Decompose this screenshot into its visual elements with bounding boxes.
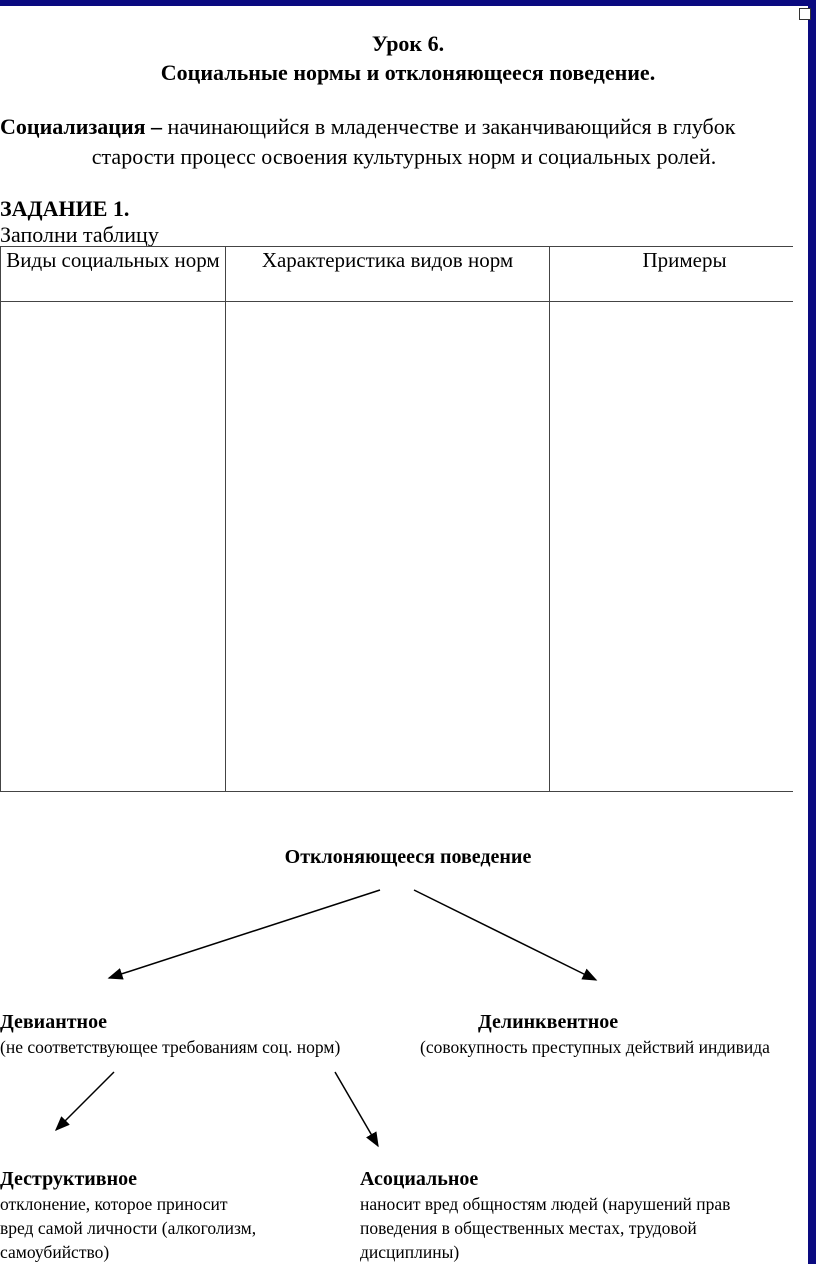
lesson-number: Урок 6. <box>371 31 445 56</box>
header-characteristics: Характеристика видов норм <box>226 247 550 302</box>
asocial-desc-line: наносит вред общностям людей (нарушений прав <box>360 1194 731 1214</box>
header-examples: Примеры <box>550 247 794 302</box>
arrow-to-asocial <box>335 1072 378 1146</box>
destructive-title: Деструктивное <box>0 1168 138 1190</box>
table-move-handle-icon[interactable] <box>799 8 811 20</box>
deviant-title: Девиантное <box>0 1011 107 1033</box>
diagram-root: Отклоняющееся поведение <box>284 846 532 868</box>
delinquent-title: Делинквентное <box>478 1011 619 1033</box>
arrow-to-deviant <box>109 890 380 978</box>
asocial-title: Асоциальное <box>360 1168 479 1190</box>
definition-line2: старости процесс освоения культурных норм и социальных ролей. <box>91 144 717 169</box>
destructive-desc-line: самоубийство) <box>0 1242 110 1262</box>
asocial-desc-line: дисциплины) <box>360 1242 460 1262</box>
header-norm-types: Виды социальных норм <box>1 247 226 302</box>
diagram-arrows <box>0 6 793 1264</box>
deviant-desc: (не соответствующее требованиям соц. норм) <box>0 1037 341 1057</box>
definition-term: Социализация – <box>0 114 163 139</box>
definition-text: начинающийся в младенчестве и заканчивающийся в глубок <box>162 114 736 139</box>
task-instruction: Заполни таблицу <box>0 222 159 247</box>
document-page <box>0 6 808 1264</box>
destructive-desc-line: вред самой личности (алкоголизм, <box>0 1218 257 1238</box>
page-title: Социальные нормы и отклоняющееся поведение. <box>160 60 656 85</box>
destructive-desc-line: отклонение, которое приносит <box>0 1194 228 1214</box>
delinquent-desc: (совокупность преступных действий индивида <box>420 1037 770 1057</box>
arrow-to-delinquent <box>414 890 596 980</box>
task-heading: ЗАДАНИЕ 1. <box>0 196 130 221</box>
arrow-to-destructive <box>56 1072 114 1130</box>
asocial-desc-line: поведения в общественных местах, трудовой <box>360 1218 697 1238</box>
